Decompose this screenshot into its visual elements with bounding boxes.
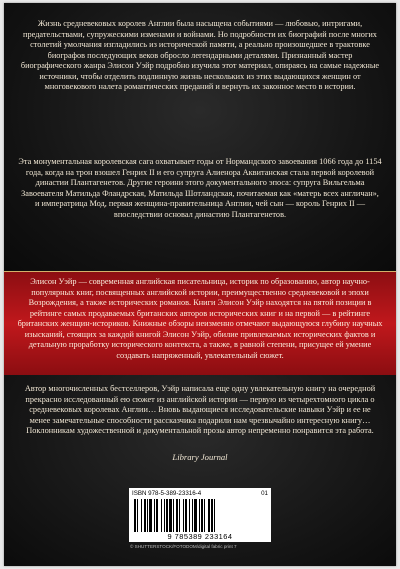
barcode-bar (137, 499, 138, 532)
barcode-bar (194, 499, 197, 532)
barcode-block (129, 488, 271, 542)
barcode-bar (204, 499, 205, 532)
barcode-bar (166, 499, 168, 532)
barcode-bar (208, 499, 210, 532)
review-quote: Автор многочисленных бестселлеров, Уэйр написала еще одну увлекательную книгу на очередной прекрасно исследованный ею сюжет из английской истории — первую из четырехтомного цикла о средневековых королевах Англии… Вновь выдающиеся исследовательские навыки Уэйр и ее не менее замечательные способности рассказчика подарили нам чрезвычайно интересную книгу… Поклонникам художественной и документальной прозы автор непременно понравится эта работа. (24, 384, 376, 435)
barcode-bar (185, 499, 187, 532)
barcode-bar (156, 499, 158, 532)
barcode-bar (134, 499, 136, 532)
isbn-text: ISBN 978-5-389-23316-4 (132, 490, 202, 497)
book-back-cover (4, 3, 396, 566)
barcode-bar (201, 499, 203, 532)
top-dark-panel (4, 3, 396, 271)
barcode-bar (147, 499, 148, 532)
barcode-bar (189, 499, 190, 532)
barcode-bar (154, 499, 155, 532)
barcode-bars (132, 499, 268, 532)
barcode-bar (211, 499, 213, 532)
barcode-bar (169, 499, 172, 532)
synopsis-paragraph-1: Жизнь средневековых королев Англии была насыщена событиями — любовью, интригами, предательствами, супружескими изменами и войнами. Но подробности их биографий после многих столетий умолчания изгладились из исторической памяти, а реально произошедшее в трактовке биографов последующих веков обросло легендарными деталями. Признанный мастер биографического жанра Элисон Уэйр подробно изучила этот материал, опираясь на самые надежные источники, чтобы отделить подлинную жизнь нескольких из этих выдающихся женщин от многовекового налета романтических преданий и вернуть их законное место в истории. (20, 19, 380, 91)
review-source: Library Journal (172, 452, 228, 462)
barcode-digits: 9 785389 233164 (167, 532, 233, 541)
barcode-bar (176, 499, 178, 532)
barcode-bar (214, 499, 215, 532)
barcode-bar (164, 499, 165, 532)
barcode-bar (183, 499, 184, 532)
barcode-bar (179, 499, 180, 532)
synopsis-paragraph-2: Эта монументальная королевская сага охватывает годы от Нормандского завоевания 1066 года до 1154 года, когда на трон взошел Генрих II и его супруга Алиенора Аквитанская стала первой королевой династии Плантагенетов. Другие героини этого документального эпоса: супруга Вильгельма Завоевателя Матильда Фландрская, Матильда Шотландская, почитаемая как «матерь всех англичан», и императрица Мод, первая женщина-правительница Англии, чей сын — король Генрих II — впоследствии основал династию Плантагенетов. (18, 157, 382, 219)
barcode-bar (149, 499, 152, 532)
barcode-bar (192, 499, 193, 532)
barcode-bar (173, 499, 174, 532)
isbn-line (132, 490, 268, 497)
barcode-bar (141, 499, 142, 532)
barcode-bar (144, 499, 146, 532)
photo-credit: © SHUTTERSTOCK/FOTODOM/digital fabric print 7 (130, 544, 237, 549)
barcode-bar (199, 499, 200, 532)
author-bio-paragraph: Элисон Уэйр — современная английская писательница, историк по образованию, автор научно-популярных книг, посвященных английской истории, преимущественно средневековой и эпохи Возрождения, а также исторических романов. Книги Элисон Уэйр находятся на пятой позиции в рейтинге самых продаваемых британских авторов исторических книг и на первой — в рейтинге британских женщин-историков. Книжные обзоры неизменно отмечают выдающуюся глубину научных изысканий, стоящих за каждой книгой Элисон Уэйр, обилие привлекаемых исторических фактов и детальную проработку исторического контекста, а также, в равной степени, присущее ей умение создавать напряженный, увлекательный сюжет. (17, 277, 383, 360)
isbn-addon: 01 (261, 490, 268, 497)
barcode-bar (161, 499, 162, 532)
